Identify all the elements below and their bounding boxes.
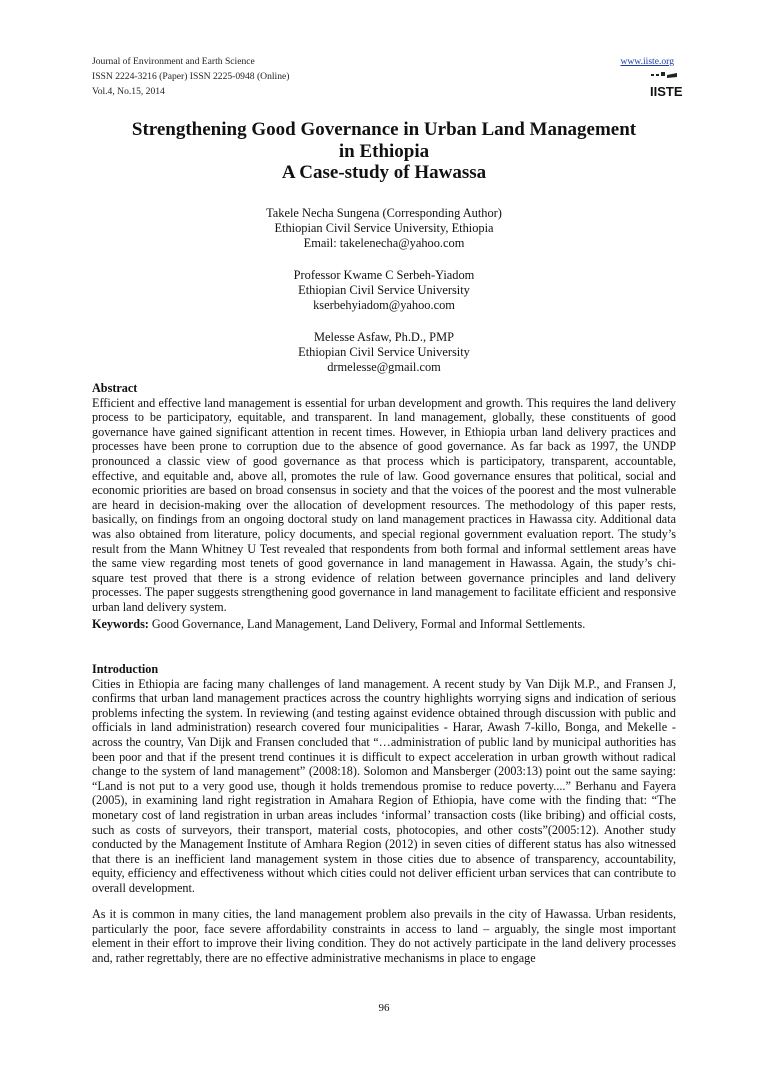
abstract-section (92, 381, 676, 631)
journal-name: Journal of Environment and Earth Science (92, 56, 255, 67)
author-list (92, 206, 676, 392)
keywords (92, 617, 676, 632)
iiste-logo (650, 72, 683, 99)
author-email: drmelesse@gmail.com (327, 360, 441, 374)
introduction-paragraph-2: As it is common in many cities, the land management problem also prevails in the city of Hawassa. Urban residents, particularly the poor, face severe affordability constraints in access to land – arguably, the single most important element in their effort to improve their living condition. They do not actively participate in the land delivery processes and, rather regrettably, there are no effective administrative mechanisms in place to engage (92, 907, 676, 965)
author-block (92, 206, 676, 251)
svg-text:IISTE: IISTE (650, 84, 683, 99)
introduction-section (92, 662, 676, 896)
paper-title (92, 119, 676, 184)
author-block (92, 330, 676, 375)
title-line-3: A Case-study of Hawassa (281, 162, 487, 183)
issn: ISSN 2224-3216 (Paper) ISSN 2225-0948 (Online) (92, 71, 290, 82)
title-line-1: Strengthening Good Governance in Urban Land Management (131, 119, 637, 140)
volume-info: Vol.4, No.15, 2014 (92, 86, 165, 97)
introduction-heading: Introduction (92, 662, 159, 676)
author-name: Takele Necha Sungena (Corresponding Author) (266, 206, 502, 220)
keywords-text: Good Governance, Land Management, Land Delivery, Formal and Informal Settlements. (151, 616, 586, 631)
author-affiliation: Ethiopian Civil Service University (298, 283, 470, 297)
abstract-text: Efficient and effective land management is essential for urban development and growth. This requires the land delivery process to be participatory, equitable, and transparent. In land management, globally, these constituents of good governance have gained significant attention in recent times. However, in Ethiopia urban land delivery practices and processes have been prone to corruption due to the absence of good governance. As far back as 1997, the UNDP pronounced a classic view of good governance as that process which is participatory, transparent, accountable, effective, and equitable and, above all, promotes the rule of law. Good governance ensures that political, social and economic priorities are based on broad consensus in society and that the voices of the poorest and the most vulnerable are heard in decision-making over the allocation of development resources. The methodology of this paper rests, basically, on findings from an ongoing doctoral study on land management practices in Hawassa city. Additional data was also obtained from literature, policy documents, and special regional government evaluation report. The study’s result from the Mann Whitney U Test revealed that respondents from both formal and informal settlement areas have the same view regarding most tenets of good governance in land management in Hawassa. Again, the study’s chi-square test proved that there is a strong evidence of relation between governance principles and land delivery processes. The paper suggests strengthening good governance in land management to facilitate efficient and responsive urban land delivery system. (92, 395, 676, 614)
author-affiliation: Ethiopian Civil Service University (298, 345, 470, 359)
introduction-paragraph-1: Cities in Ethiopia are facing many challenges of land management. A recent study by Van Dijk M.P., and Fransen J, confirms that urban land management practices across the country highlights worrying signs and indication of serious problems infecting the system. In reviewing (and testing against evidence obtained through discussion with public and officials in land administration) research covered four municipalities - Harar, Awash 7-killo, Bonga, and Mekelle - across the country, Van Dijk and Fransen concluded that “…administration of public land by municipal authorities has been poor and that if the present trend continues it is difficult to expect acceleration in urban growth without radical change to the system of land management” (2008:18). Solomon and Mansberger (2003:13) point out the same saying: “Land is not put to a very good use, though it holds tremendous promise to reduce poverty....” Berhanu and Fayera (2005), in examining land right registration in Amahara Region of Ethiopia, have come with the finding that: “The monetary cost of land registration in urban areas includes ‘informal’ transaction costs (like bribing) and official costs, such as costs of surveyors, their transport, material costs, photocopies, and other costs”(2005:12). Another study conducted by the Management Institute of Amhara Region (2012) in seven cities of different status has also witnessed that there is an inefficient land management system in those cities due to absence of transparency, accountability, equity, efficiency and effectiveness without which cities could not deliver efficient urban services that can contribute to overall development. (92, 676, 676, 895)
title-line-2: in Ethiopia (338, 140, 430, 162)
author-block (92, 268, 676, 313)
author-affiliation: Ethiopian Civil Service University, Ethiopia (274, 221, 494, 235)
page-number: 96 (378, 1002, 390, 1014)
author-email: Email: takelenecha@yahoo.com (303, 236, 465, 250)
author-name: Melesse Asfaw, Ph.D., PMP (314, 330, 454, 344)
keywords-label: Keywords: (92, 616, 149, 631)
journal-url-link[interactable]: www.iiste.org (620, 56, 674, 67)
author-email: kserbehyiadom@yahoo.com (313, 298, 455, 312)
abstract-heading: Abstract (92, 381, 138, 395)
author-name: Professor Kwame C Serbeh-Yiadom (293, 268, 475, 282)
